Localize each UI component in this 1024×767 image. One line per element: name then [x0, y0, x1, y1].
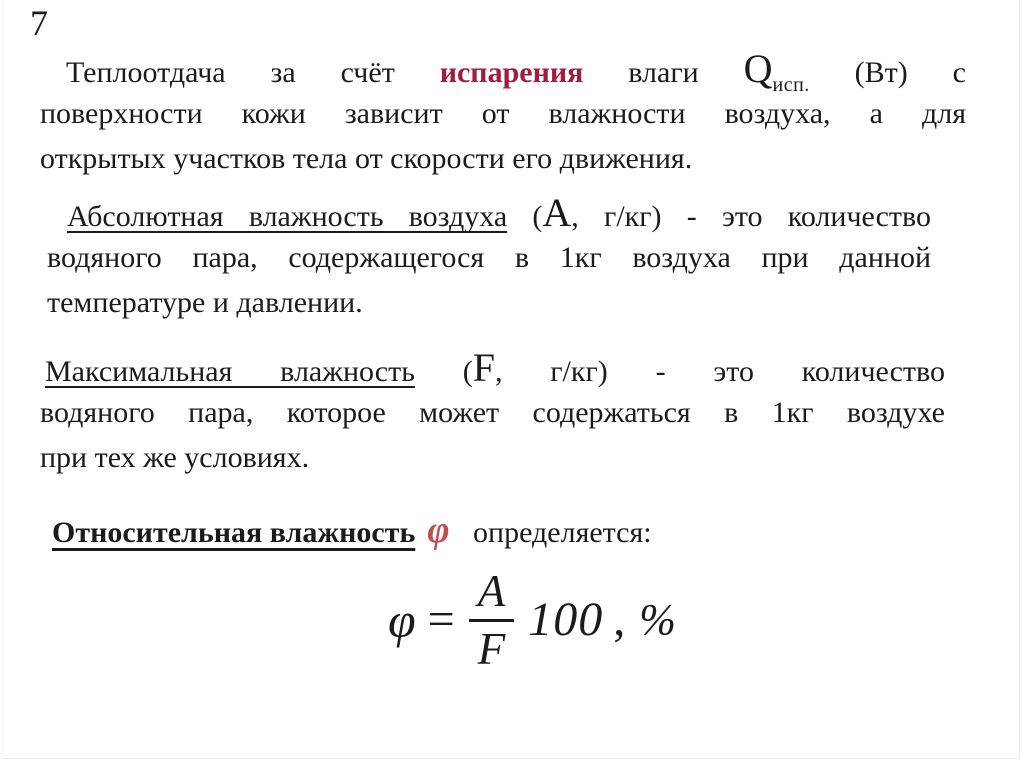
text-run: ( [414, 355, 473, 388]
text-line [47, 280, 931, 325]
text-line [52, 508, 962, 553]
formula-relative-humidity [388, 567, 676, 673]
text-run: температуре и давлении. [47, 286, 363, 319]
fraction [469, 567, 515, 673]
a-symbol: А [542, 190, 572, 235]
text-run: водяного пара, содержащегося в 1кг воздуха при данной [47, 241, 931, 274]
text-run: определяется: [465, 516, 652, 549]
paragraph-relative-humidity [52, 508, 962, 553]
text-run: ( [507, 200, 543, 233]
text-line [40, 136, 966, 181]
text-line [47, 235, 931, 280]
q-subscript: исп. [772, 74, 810, 96]
fraction-bar [469, 619, 515, 622]
text-run: , г/кг) - это количество [571, 200, 931, 233]
evaporation-highlight: испарения [439, 56, 584, 89]
text-line [47, 190, 931, 235]
comma: , [613, 593, 626, 647]
f-symbol: F [472, 345, 495, 390]
text-run: водяного пара, которое может содержаться в 1кг воздухе [40, 396, 945, 429]
paragraph-heat-loss [40, 46, 966, 181]
text-line [40, 91, 966, 136]
factor-100: 100 [528, 593, 604, 647]
text-run: влаги [583, 56, 744, 89]
text-line [40, 390, 945, 435]
text-run: открытых участков тела от скорости его движения. [40, 142, 693, 175]
text-line [40, 345, 945, 390]
text-run: , г/кг) - это количество [494, 355, 945, 388]
maximum-humidity-term: Максимальная влажность [45, 355, 415, 388]
paragraph-absolute-humidity [47, 190, 931, 325]
q-symbol: Q [743, 46, 773, 91]
paragraph-maximum-humidity [40, 345, 945, 480]
phi-symbol-inline: φ [427, 509, 450, 551]
numerator: A [477, 566, 506, 616]
text-run: поверхности кожи зависит от влажности воздуха, а для [40, 97, 966, 130]
text-run: Теплоотдача за счёт [66, 56, 440, 89]
equals-sign: = [427, 593, 455, 647]
phi-symbol: φ [388, 592, 416, 649]
text-run: при тех же условиях. [40, 441, 310, 474]
text-line [40, 435, 945, 480]
relative-humidity-term: Относительная влажность [52, 516, 416, 549]
page-number: 7 [30, 3, 48, 43]
denominator: F [477, 623, 506, 674]
absolute-humidity-term: Абсолютная влажность воздуха [67, 200, 508, 233]
percent-sign: % [639, 595, 676, 645]
text-line [40, 46, 966, 96]
text-run: (Вт) с [809, 56, 966, 89]
